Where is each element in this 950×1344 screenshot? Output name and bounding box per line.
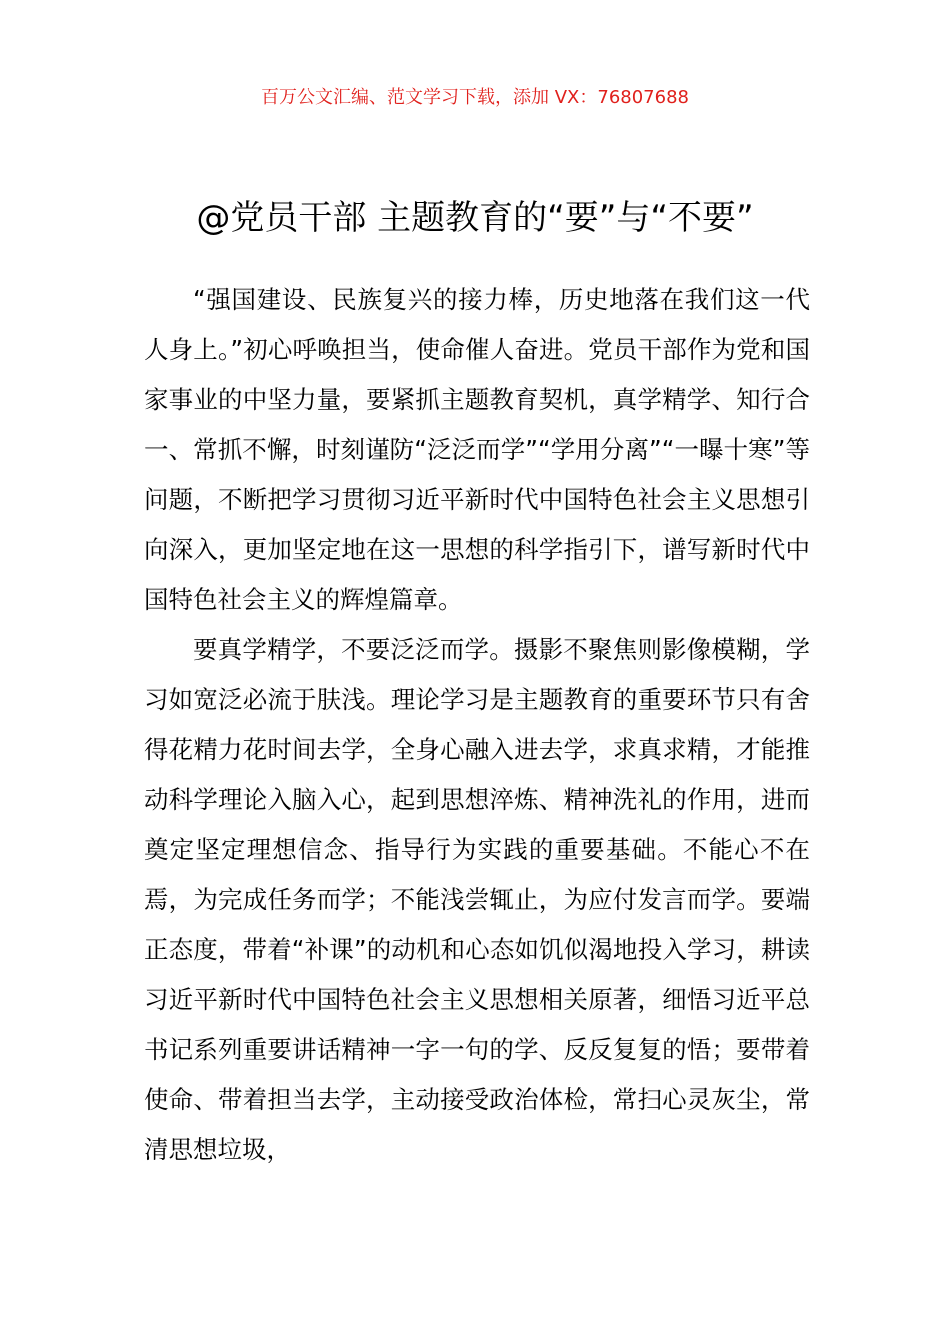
document-title: @党员干部 主题教育的“要”与“不要” [196, 197, 754, 238]
document-body [144, 275, 810, 1175]
paragraph-1: “强国建设、民族复兴的接力棒，历史地落在我们这一代人身上。”初心呼唤担当，使命催人奋进。党员干部作为党和国家事业的中坚力量，要紧抓主题教育契机，真学精学、知行合一、常抓不懈，时刻谨防“泛泛而学”“学用分离”“一曝十寒”等问题，不断把学习贯彻习近平新时代中国特色社会主义思想引向深入，更加坚定地在这一思想的科学指引下，谱写新时代中国特色社会主义的辉煌篇章。 [144, 285, 810, 614]
header-note: 百万公文汇编、范文学习下载，添加 VX：76807688 [261, 87, 689, 108]
paragraph-2: 要真学精学，不要泛泛而学。摄影不聚焦则影像模糊，学习如宽泛必流于肤浅。理论学习是主题教育的重要环节只有舍得花精力花时间去学，全身心融入进去学，求真求精，才能推动科学理论入脑入心，起到思想淬炼、精神洗礼的作用，进而奠定坚定理想信念、指导行为实践的重要基础。不能心不在焉，为完成任务而学；不能浅尝辄止，为应付发言而学。要端正态度，带着“补课”的动机和心态如饥似渴地投入学习，耕读习近平新时代中国特色社会主义思想相关原著，细悟习近平总书记系列重要讲话精神一字一句的学、反反复复的悟；要带着使命、带着担当去学，主动接受政治体检，常扫心灵灰尘，常清思想垃圾， [144, 635, 810, 1164]
